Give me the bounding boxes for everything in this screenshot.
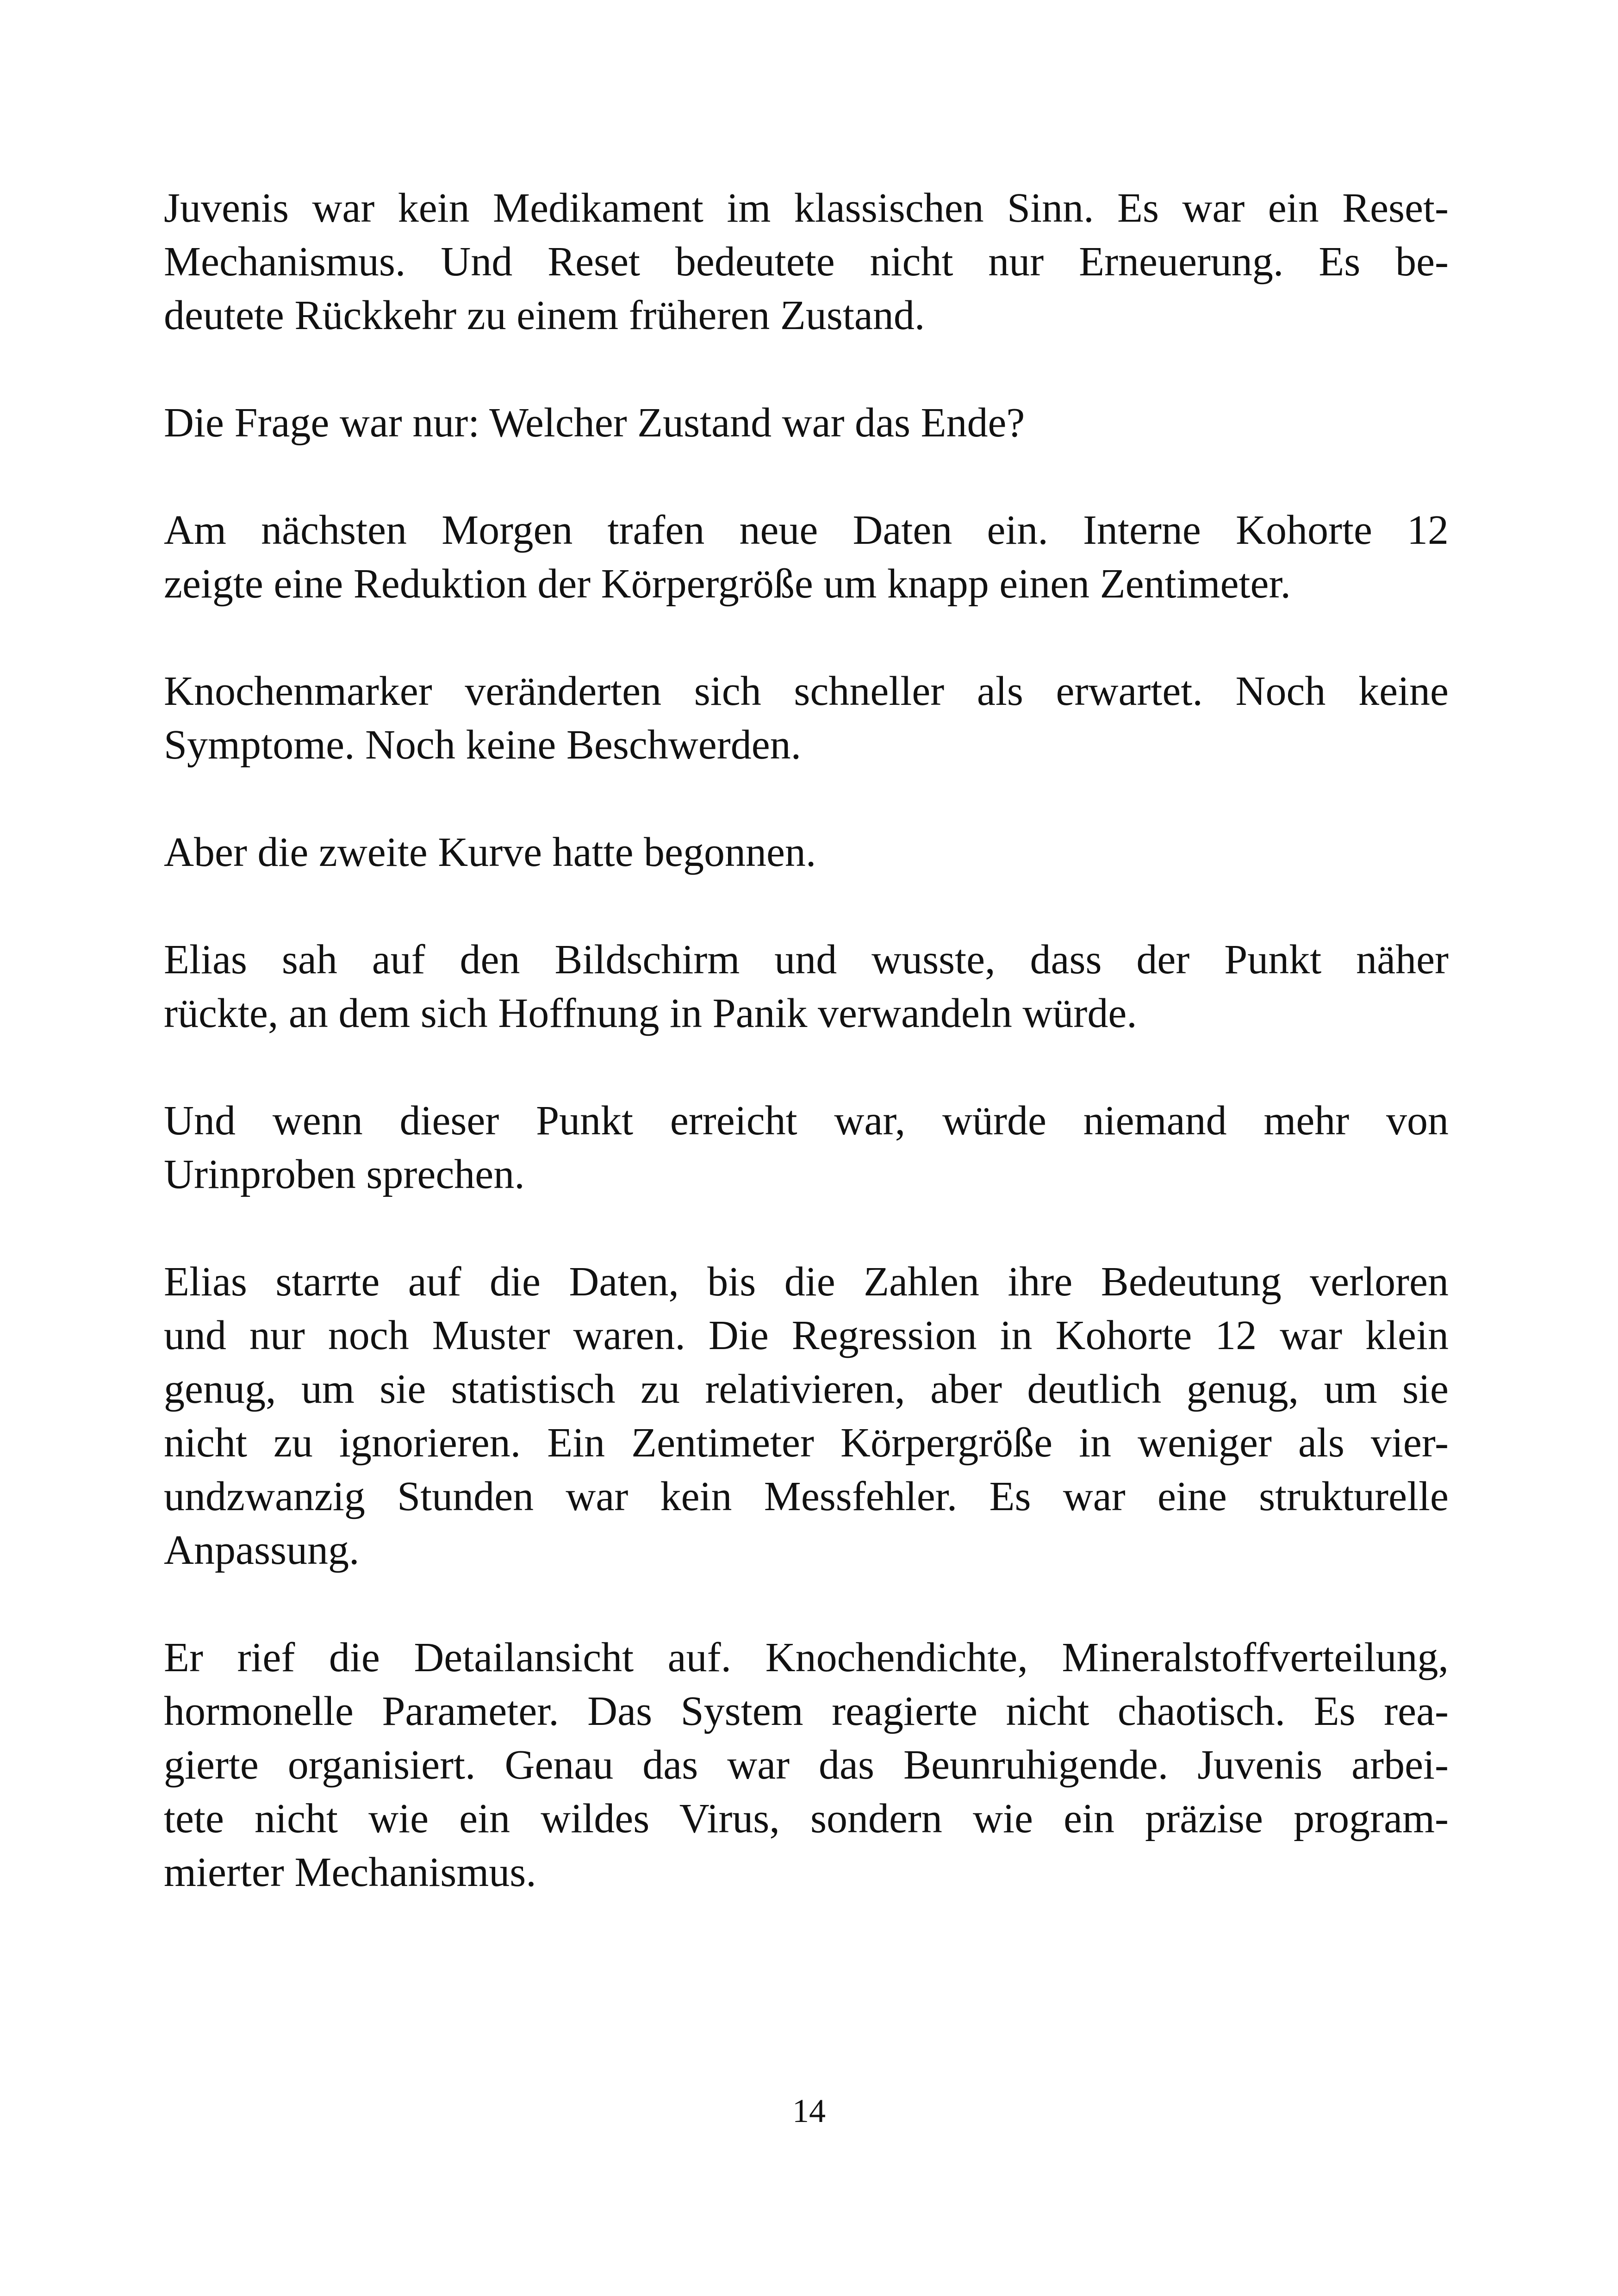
text-line: Urinproben sprechen.: [164, 1151, 525, 1197]
text-line: Anpassung.: [164, 1527, 360, 1573]
text-line: rückte, an dem sich Hoffnung in Panik verwandeln würde.: [164, 990, 1137, 1036]
paragraph: [164, 1255, 1449, 1577]
text-line: Am nächsten Morgen trafen neue Daten ein. Interne Kohorte 12: [164, 507, 1449, 553]
text-line: Juvenis war kein Medikament im klassischen Sinn. Es war ein Reset-: [164, 185, 1449, 231]
text-line: Knochenmarker veränderten sich schneller als erwartet. Noch keine: [164, 668, 1449, 714]
paragraph: [164, 665, 1449, 772]
paragraph: [164, 181, 1449, 342]
body-text: [164, 181, 1449, 1953]
text-line: deutete Rückkehr zu einem früheren Zustand.: [164, 292, 925, 338]
text-line: genug, um sie statistisch zu relativieren, aber deutlich genug, um sie: [164, 1366, 1449, 1412]
text-line: Symptome. Noch keine Beschwerden.: [164, 722, 802, 768]
text-line: und nur noch Muster waren. Die Regression in Kohorte 12 war klein: [164, 1313, 1449, 1358]
paragraph: [164, 826, 1449, 879]
paragraph: [164, 933, 1449, 1040]
paragraph: [164, 1094, 1449, 1201]
text-line: zeigte eine Reduktion der Körpergröße um knapp einen Zentimeter.: [164, 561, 1291, 607]
text-line: Und wenn dieser Punkt erreicht war, würde niemand mehr von: [164, 1098, 1449, 1144]
text-line: Aber die zweite Kurve hatte begonnen.: [164, 829, 816, 875]
paragraph: [164, 504, 1449, 611]
text-line: hormonelle Parameter. Das System reagierte nicht chaotisch. Es rea-: [164, 1688, 1449, 1734]
page-number: 14: [792, 2092, 826, 2129]
paragraph: [164, 396, 1449, 450]
text-line: nicht zu ignorieren. Ein Zentimeter Körpergröße in weniger als vier-: [164, 1420, 1449, 1466]
text-line: undzwanzig Stunden war kein Messfehler. Es war eine strukturelle: [164, 1474, 1449, 1519]
text-line: Er rief die Detailansicht auf. Knochendichte, Mineralstoffverteilung,: [164, 1635, 1449, 1680]
text-line: Elias sah auf den Bildschirm und wusste, dass der Punkt näher: [164, 937, 1449, 983]
text-line: mierter Mechanismus.: [164, 1849, 536, 1895]
text-line: gierte organisiert. Genau das war das Beunruhigende. Juvenis arbei-: [164, 1742, 1449, 1788]
text-line: Elias starrte auf die Daten, bis die Zahlen ihre Bedeutung verloren: [164, 1259, 1449, 1305]
text-line: tete nicht wie ein wildes Virus, sondern wie ein präzise program-: [164, 1796, 1449, 1842]
paragraph: [164, 1631, 1449, 1899]
text-line: Die Frage war nur: Welcher Zustand war das Ende?: [164, 400, 1025, 446]
text-line: Mechanismus. Und Reset bedeutete nicht nur Erneuerung. Es be-: [164, 239, 1449, 285]
